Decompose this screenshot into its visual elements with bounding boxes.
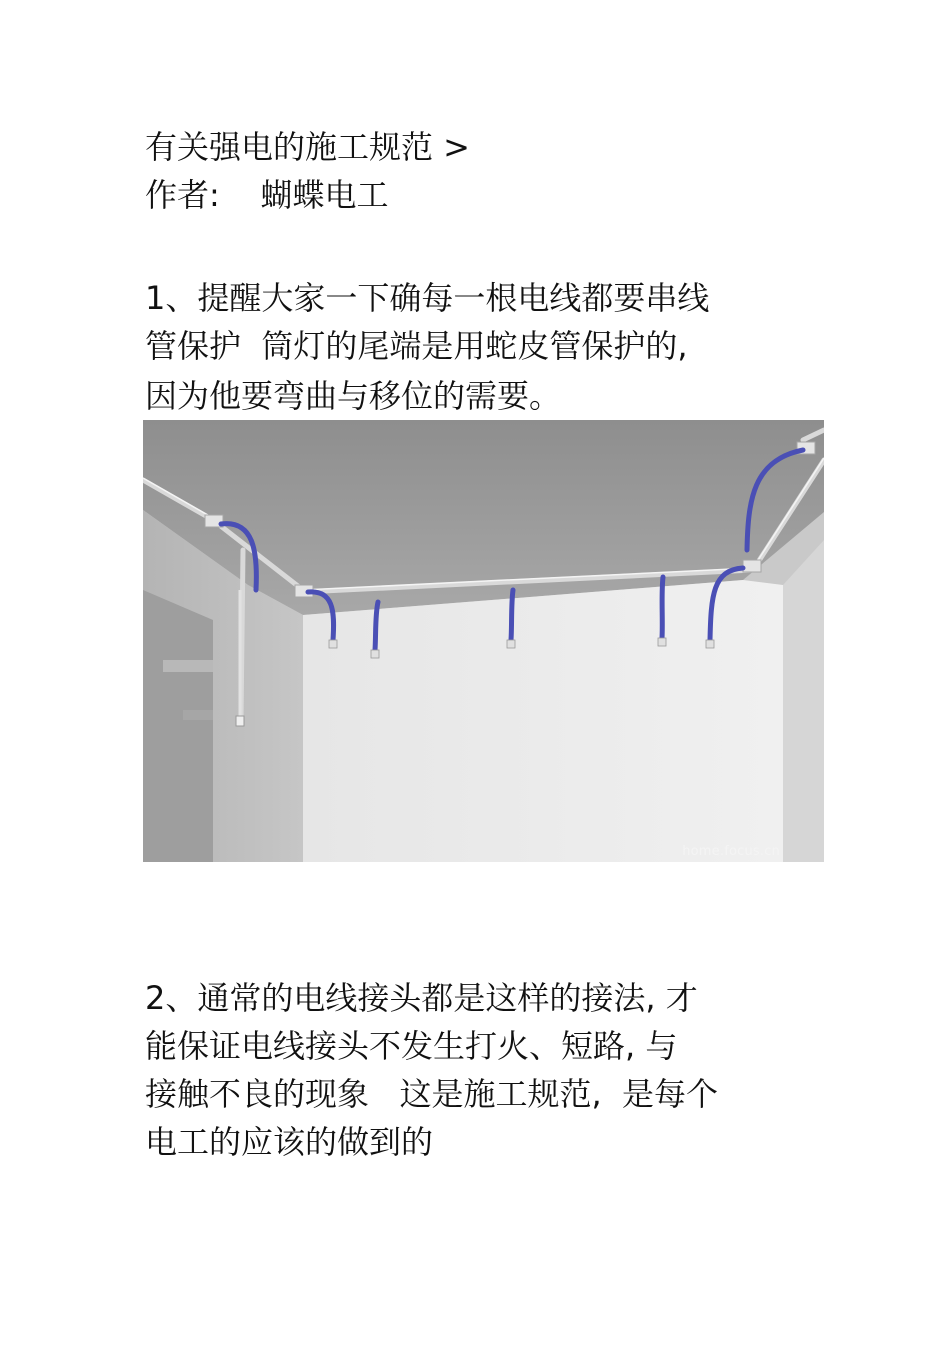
- ceiling-render: [143, 420, 824, 862]
- image-watermark: home.focus.cn: [682, 844, 780, 859]
- wall-switch-box: [236, 716, 244, 726]
- section1-line-3: 因为他要弯曲与移位的需要。: [145, 377, 562, 415]
- section2-line-1: 2、通常的电线接头都是这样的接法, 才: [145, 979, 698, 1017]
- document-title: 有关强电的施工规范 >: [145, 128, 470, 166]
- section2-line-2: 能保证电线接头不发生打火、短路, 与: [145, 1027, 678, 1065]
- section2-line-4: 电工的应该的做到的: [145, 1123, 434, 1161]
- right-wall: [783, 540, 824, 862]
- section2-line-3: 接触不良的现象 这是施工规范, 是每个: [145, 1075, 719, 1113]
- left-pillar-step: [163, 660, 213, 672]
- section1-line-1: 1、提醒大家一下确每一根电线都要串线: [145, 279, 710, 317]
- section1-line-2: 管保护 筒灯的尾端是用蛇皮管保护的,: [145, 327, 688, 365]
- author-line: 作者: 蝴蝶电工: [145, 176, 389, 214]
- left-pillar: [143, 590, 213, 862]
- left-pillar-step-2: [183, 710, 213, 720]
- ceiling-wiring-illustration: [143, 420, 824, 862]
